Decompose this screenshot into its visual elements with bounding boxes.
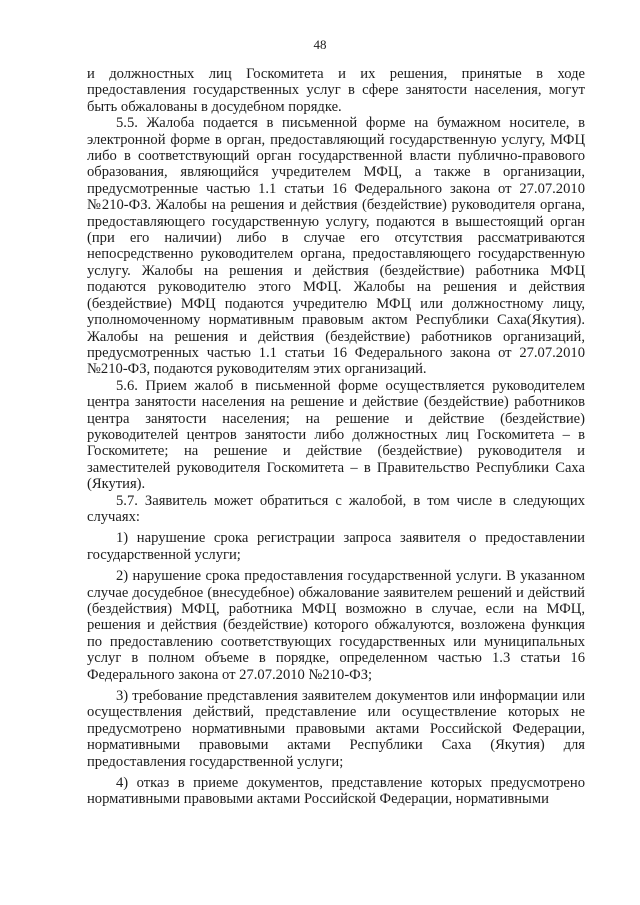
paragraph-5-7: 5.7. Заявитель может обратиться с жалобой, в том числе в следующих случаях: <box>87 492 585 525</box>
document-body <box>87 66 585 808</box>
paragraph-5-6: 5.6. Прием жалоб в письменной форме осуществляется руководителем центра занятости населения на решение и действие (бездействие) работников центра занятости населения; на решение и действие (бездействие) руководителей центров занятости либо должностных лиц Госкомитета – в Госкомитете; на решение и действие (бездействие) руководителя и заместителей руководителя Госкомитета – в Правительство Республики Саха (Якутия). <box>87 377 585 493</box>
list-item-2: 2) нарушение срока предоставления государственной услуги. В указанном случае досудебное (внесудебное) обжалование заявителем решений и действий (бездействия) МФЦ, работника МФЦ возможно в случае, если на МФЦ, решения и действия (бездействие) которого обжалуются, возложена функция по предоставлению соответствующих государственных или муниципальных услуг в полном объеме в порядке, определенном частью 1.3 статьи 16 Федерального закона от 27.07.2010 №210-ФЗ; <box>87 568 585 683</box>
paragraph-continuation: и должностных лиц Госкомитета и их решения, принятые в ходе предоставления государственных услуг в сфере занятости населения, могут быть обжалованы в досудебном порядке. <box>87 66 585 115</box>
paragraph-5-5: 5.5. Жалоба подается в письменной форме на бумажном носителе, в электронной форме в орган, предоставляющий государственную услугу, МФЦ либо в соответствующий орган государственной власти публично-правового образования, являющийся учредителем МФЦ, а также в организации, предусмотренные частью 1.1 статьи 16 Федерального закона от 27.07.2010 №210-ФЗ. Жалобы на решения и действия (бездействие) руководителя органа, предоставляющего государственную услугу, подаются в вышестоящий орган (при его наличии) либо в случае его отсутствия рассматриваются непосредственно руководителем органа, предоставляющего государственную услугу. Жалобы на решения и действия (бездействие) работника МФЦ подаются руководителю этого МФЦ. Жалобы на решения и действия (бездействие) МФЦ подаются учредителю МФЦ или должностному лицу, уполномоченному нормативным правовым актом Республики Саха(Якутия). Жалобы на решения и действия (бездействие) работников организаций, предусмотренных частью 1.1 статьи 16 Федерального закона от 27.07.2010 №210-ФЗ, подаются руководителям этих организаций. <box>87 115 585 378</box>
list-item-3: 3) требование представления заявителем документов или информации или осуществления действий, представление или осуществление которых не предусмотрено нормативными правовыми актами Российской Федерации, нормативными правовыми актами Республики Саха (Якутия) для предоставления государственной услуги; <box>87 688 585 770</box>
list-item-1: 1) нарушение срока регистрации запроса заявителя о предоставлении государственной услуги; <box>87 530 585 563</box>
page-number: 48 <box>313 37 327 52</box>
list-item-4: 4) отказ в приеме документов, представление которых предусмотрено нормативными правовыми актами Российской Федерации, нормативными <box>87 775 585 808</box>
